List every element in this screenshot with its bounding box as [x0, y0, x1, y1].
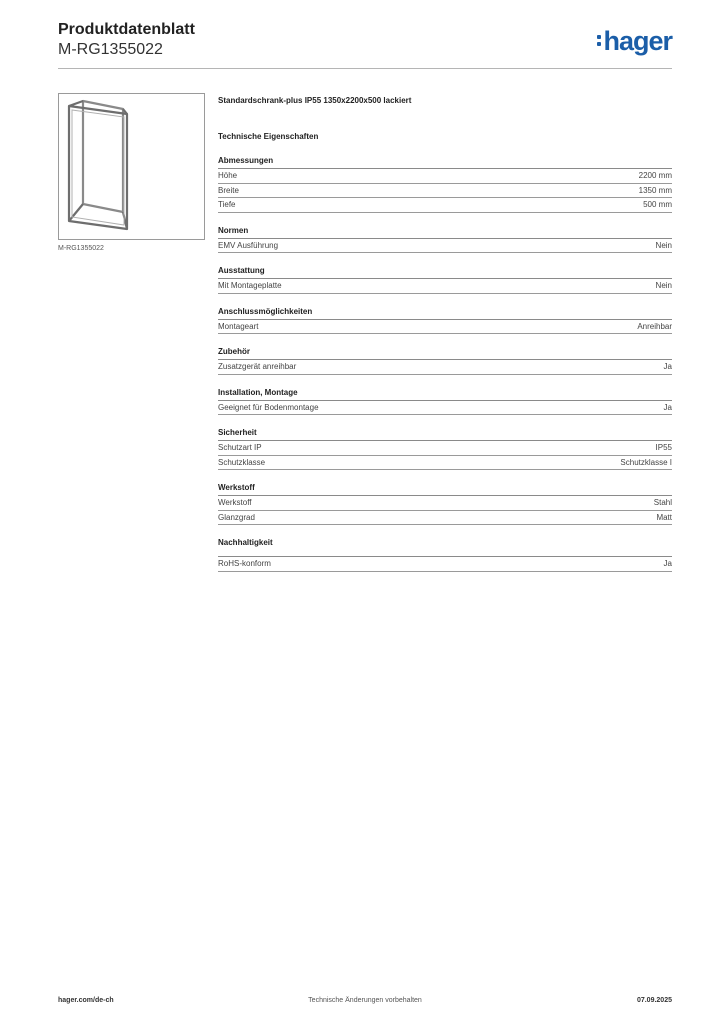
row-value: Stahl [653, 498, 672, 507]
row-label: Montageart [218, 321, 259, 331]
row-value: Ja [663, 559, 672, 568]
section-title: Ausstattung [218, 265, 672, 279]
section-anschlussmoeglichkeiten [218, 306, 672, 335]
row-label: Zusatzgerät anreihbar [218, 362, 297, 371]
section-werkstoff [218, 482, 672, 525]
row-label: Schutzklasse [218, 457, 266, 467]
row-value: Ja [663, 402, 672, 412]
page-header [58, 20, 672, 68]
row-value: Matt [656, 512, 672, 522]
hager-logo [597, 26, 672, 57]
technical-properties-heading: Technische Eigenschaften [218, 132, 319, 141]
document-title: Produktdatenblatt [58, 21, 195, 38]
section-title: Werkstoff [218, 482, 672, 496]
section-abmessungen [218, 155, 672, 213]
table-row [218, 511, 672, 526]
footer-website: hager.com/de-ch [58, 997, 114, 1004]
row-value: Nein [655, 240, 672, 250]
row-label: Mit Montageplatte [218, 281, 282, 290]
table-row [218, 239, 672, 254]
section-installation-montage [218, 387, 672, 416]
section-title: Sicherheit [218, 427, 672, 441]
row-value: 2200 mm [638, 171, 672, 180]
row-value: Nein [655, 281, 672, 290]
row-label: Breite [218, 185, 239, 195]
row-value: 500 mm [643, 200, 672, 209]
table-row [218, 441, 672, 456]
section-nachhaltigkeit [218, 537, 672, 572]
row-value: IP55 [655, 443, 672, 452]
section-normen [218, 225, 672, 254]
row-value: 1350 mm [638, 185, 672, 195]
row-value: Anreihbar [637, 321, 672, 331]
header-divider [58, 68, 672, 69]
table-row [218, 456, 672, 471]
section-title: Nachhaltigkeit [218, 537, 672, 557]
table-row [218, 320, 672, 335]
row-label: Geeignet für Bodenmontage [218, 402, 319, 412]
table-row [218, 198, 672, 213]
row-label: Höhe [218, 171, 238, 180]
product-image [58, 93, 205, 240]
product-details [218, 95, 672, 572]
section-title: Normen [218, 225, 672, 239]
row-value: Ja [663, 362, 672, 371]
section-zubehoer [218, 346, 672, 375]
cabinet-frame-icon [59, 94, 204, 239]
row-label: Tiefe [218, 200, 236, 209]
table-row [218, 279, 672, 294]
row-label: Werkstoff [218, 498, 252, 507]
section-ausstattung [218, 265, 672, 294]
section-sicherheit [218, 427, 672, 470]
row-label: RoHS-konform [218, 559, 271, 568]
table-row [218, 401, 672, 416]
article-number: M-RG1355022 [58, 41, 163, 58]
row-label: Glanzgrad [218, 512, 255, 522]
row-label: Schutzart IP [218, 443, 262, 452]
image-caption: M-RG1355022 [58, 245, 104, 252]
logo-text: hager [603, 26, 672, 56]
section-title: Installation, Montage [218, 387, 672, 401]
product-name: Standardschrank-plus IP55 1350x2200x500 lackiert [218, 96, 412, 105]
row-value: Schutzklasse I [620, 457, 672, 467]
section-title: Anschlussmöglichkeiten [218, 306, 672, 320]
section-title: Abmessungen [218, 155, 672, 169]
logo-dots-icon [597, 32, 601, 49]
table-row [218, 169, 672, 184]
table-row [218, 496, 672, 511]
table-row [218, 184, 672, 199]
section-title: Zubehör [218, 346, 672, 360]
footer-date: 07.09.2025 [636, 997, 672, 1004]
table-row [218, 360, 672, 375]
footer-notice: Technische Änderungen vorbehalten [308, 997, 422, 1004]
row-label: EMV Ausführung [218, 240, 279, 250]
table-row [218, 557, 672, 572]
